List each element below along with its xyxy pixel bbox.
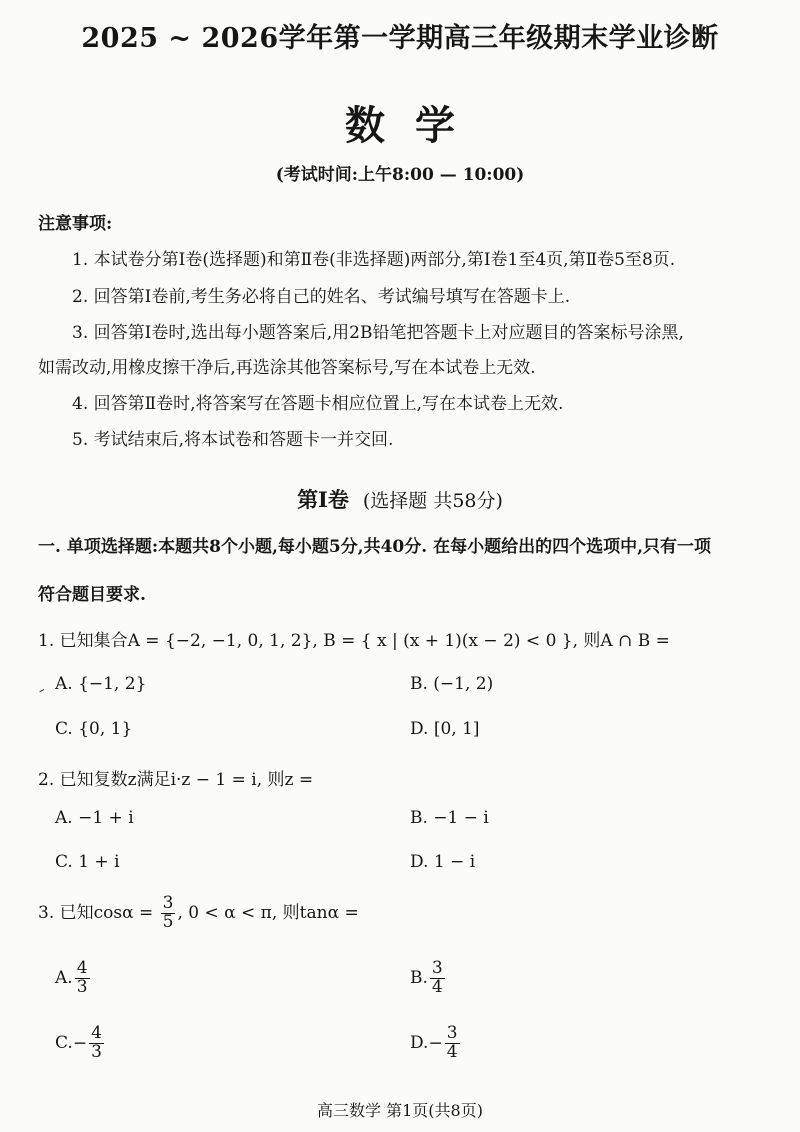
- question-3-cos-fraction: [161, 895, 176, 932]
- option-label: D.: [410, 1032, 429, 1053]
- question-3-option-d: [410, 1025, 462, 1062]
- page-footer: 高三数学 第1页(共8页): [317, 1101, 483, 1120]
- notice-item-4: 4. 回答第Ⅱ卷时,将答案写在答题卡相应位置上,写在本试卷上无效.: [72, 394, 564, 414]
- notice-item-5: 5. 考试结束后,将本试卷和答题卡一并交回.: [72, 430, 394, 450]
- option-fraction: [75, 960, 90, 997]
- question-2-stem: 2. 已知复数z满足i·z − 1 = i, 则z =: [38, 770, 314, 790]
- question-3-option-c: [55, 1025, 106, 1062]
- fraction-denominator: 5: [162, 911, 174, 932]
- option-sign: −: [428, 1033, 443, 1054]
- question-3-stem-prefix: 3. 已知cosα =: [38, 902, 154, 923]
- notice-item-2: 2. 回答第Ⅰ卷前,考生务必将自己的姓名、考试编号填写在答题卡上.: [72, 287, 571, 307]
- fraction-numerator: 3: [446, 1023, 458, 1043]
- question-1-option-b: B. (−1, 2): [410, 674, 494, 694]
- fraction-numerator: 4: [91, 1023, 102, 1043]
- notice-item-3: 3. 回答第Ⅰ卷时,选出每小题答案后,用2B铅笔把答题卡上对应题目的答案标号涂黑,: [72, 323, 684, 343]
- section-instructions-line1: 一. 单项选择题:本题共8个小题,每小题5分,共40分. 在每小题给出的四个选项中,只有一项: [38, 537, 712, 557]
- stray-pencil-mark: [39, 689, 45, 695]
- fraction-denominator: 3: [91, 1041, 102, 1062]
- option-fraction: [430, 960, 445, 997]
- question-3-stem-suffix: , 0 < α < π, 则tanα =: [177, 902, 359, 923]
- exam-title: 2025 ~ 2026学年第一学期高三年级期末学业诊断: [81, 23, 719, 54]
- option-label: A.: [55, 967, 73, 988]
- fraction-denominator: 3: [76, 976, 88, 997]
- question-1-option-d: D. [0, 1]: [410, 719, 480, 739]
- question-3-option-b: [410, 960, 447, 997]
- section-instructions-line2: 符合题目要求.: [38, 585, 146, 605]
- question-1-stem: 1. 已知集合A = {−2, −1, 0, 1, 2}, B = { x | (x + 1)(x − 2) < 0 }, 则A ∩ B =: [38, 631, 670, 651]
- question-2-option-c: C. 1 + i: [55, 852, 120, 872]
- question-2-option-b: B. −1 − i: [410, 808, 489, 828]
- fraction-numerator: 3: [162, 893, 174, 913]
- fraction-denominator: 4: [446, 1041, 458, 1062]
- option-label: B.: [410, 967, 428, 988]
- notice-item-1: 1. 本试卷分第Ⅰ卷(选择题)和第Ⅱ卷(非选择题)两部分,第Ⅰ卷1至4页,第Ⅱ卷5至8页.: [72, 250, 676, 270]
- option-fraction: [89, 1025, 104, 1062]
- question-3-option-a: [55, 960, 92, 997]
- subject-title: 数学: [345, 102, 485, 149]
- question-2-option-d: D. 1 − i: [410, 852, 476, 872]
- option-fraction: [445, 1025, 460, 1062]
- fraction-numerator: 4: [76, 958, 88, 978]
- question-3-stem: [38, 895, 359, 932]
- section-title-main: 第Ⅰ卷: [297, 487, 349, 512]
- notice-item-3-continued: 如需改动,用橡皮擦干净后,再选涂其他答案标号,写在本试卷上无效.: [38, 358, 536, 378]
- section-title: [0, 484, 800, 514]
- question-1-option-a: A. {−1, 2}: [55, 674, 147, 694]
- section-subtitle: (选择题 共58分): [362, 490, 503, 512]
- exam-time: (考试时间:上午8:00 — 10:00): [275, 165, 525, 185]
- notice-heading: 注意事项:: [38, 214, 113, 234]
- fraction-denominator: 4: [431, 976, 443, 997]
- option-sign: −: [72, 1033, 88, 1054]
- option-label: C.: [55, 1032, 73, 1053]
- fraction-numerator: 3: [431, 958, 443, 978]
- question-2-option-a: A. −1 + i: [55, 808, 134, 828]
- question-1-option-c: C. {0, 1}: [55, 719, 133, 739]
